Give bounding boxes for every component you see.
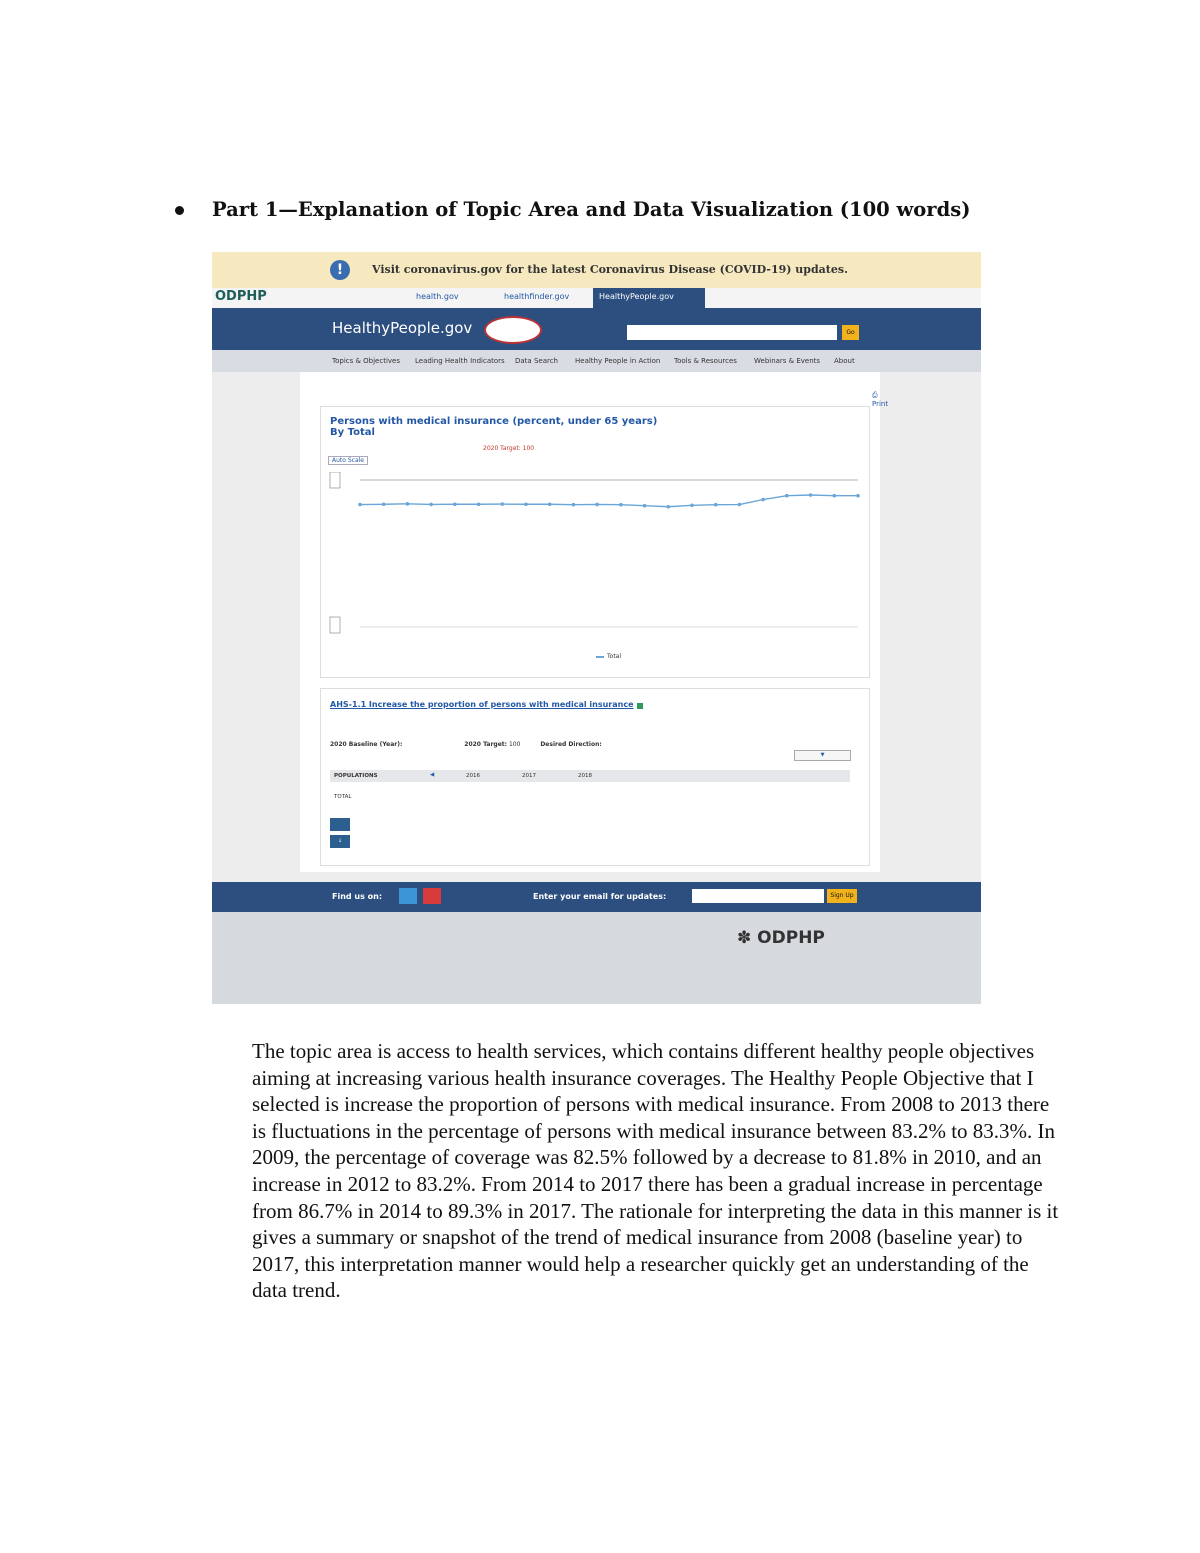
nav-webinars[interactable]: Webinars & Events <box>754 357 821 365</box>
section-heading: Part 1—Explanation of Topic Area and Data Visualization (100 words) <box>212 198 971 221</box>
data-point <box>548 502 552 506</box>
data-point <box>453 502 457 506</box>
data-point <box>738 503 742 507</box>
alert-message[interactable]: Visit coronavirus.gov for the latest Coronavirus Disease (COVID-19) updates. <box>372 263 848 276</box>
data-point <box>785 494 789 498</box>
tab-healthfinder[interactable]: healthfinder.gov <box>504 292 570 301</box>
auto-scale-button[interactable]: Auto Scale <box>328 456 368 465</box>
nav-tools[interactable]: Tools & Resources <box>674 357 737 365</box>
objective-badge <box>637 703 643 709</box>
nav-topics[interactable]: Topics & Objectives <box>332 357 401 365</box>
series-line-0 <box>360 495 858 507</box>
footer-links <box>212 912 981 1004</box>
tab-health-gov[interactable]: health.gov <box>416 292 459 301</box>
email-label: Enter your email for updates: <box>533 892 667 901</box>
email-input[interactable] <box>692 889 824 903</box>
data-point <box>832 494 836 498</box>
healthypeople-screenshot <box>212 252 981 1004</box>
data-point <box>809 493 813 497</box>
data-point <box>500 502 504 506</box>
nav-data-search[interactable]: Data Search <box>515 357 558 365</box>
chart-legend: Total <box>596 653 621 660</box>
table-header-populations: POPULATIONS <box>334 773 378 779</box>
download-icon[interactable]: ↓ <box>330 835 350 848</box>
table-year-1: 2016 <box>466 773 480 779</box>
nav-leading-indicators[interactable]: Leading Health Indicators <box>415 357 505 365</box>
search-input[interactable] <box>627 325 837 340</box>
data-point <box>761 498 765 502</box>
main-nav <box>212 350 981 372</box>
table-prev-icon[interactable]: ◀ <box>430 772 435 778</box>
site-header <box>212 308 981 350</box>
top-bar <box>212 288 981 309</box>
table-year-3: 2018 <box>578 773 592 779</box>
data-point <box>406 502 410 506</box>
table-row-total: TOTAL <box>334 794 352 800</box>
find-us-label: Find us on: <box>332 892 383 901</box>
zoom-control-top[interactable] <box>330 472 340 488</box>
data-point <box>643 504 647 508</box>
data-point <box>572 503 576 507</box>
twitter-icon[interactable] <box>399 888 417 904</box>
nav-about[interactable]: About <box>834 357 855 365</box>
data-point <box>666 505 670 509</box>
covid-alert-banner <box>212 252 981 288</box>
odphp-footer-logo[interactable]: ✽ ODPHP <box>737 928 825 948</box>
data-point <box>524 502 528 506</box>
data-point <box>690 503 694 507</box>
data-point <box>619 503 623 507</box>
alert-icon: ! <box>330 260 350 280</box>
data-point <box>856 494 860 498</box>
tab-healthypeople[interactable]: HealthyPeople.gov <box>593 288 705 308</box>
nav-in-action[interactable]: Healthy People in Action <box>575 357 661 365</box>
learn-more-icon <box>330 818 350 831</box>
search-button[interactable]: Go <box>842 325 859 340</box>
target-label: 2020 Target: 100 <box>483 445 535 452</box>
print-link[interactable]: ⎙ Print <box>872 391 889 408</box>
view-options-button[interactable]: ▼ <box>794 750 851 761</box>
data-point <box>429 503 433 507</box>
chart-title: Persons with medical insurance (percent, under 65 years) By Total <box>330 416 658 438</box>
healthy-people-2020-seal <box>484 316 542 344</box>
bullet-icon <box>175 206 184 215</box>
hhs-eagle-icon: ✽ <box>737 928 752 948</box>
footer-social-bar <box>212 882 981 912</box>
data-point <box>382 502 386 506</box>
zoom-control-bottom[interactable] <box>330 617 340 633</box>
sign-up-button[interactable]: Sign Up <box>827 889 857 903</box>
data-point <box>477 502 481 506</box>
line-chart <box>320 472 868 637</box>
youtube-icon[interactable] <box>423 888 441 904</box>
healthypeople-logo[interactable]: HealthyPeople.gov <box>332 319 473 337</box>
table-year-2: 2017 <box>522 773 536 779</box>
objective-title[interactable]: AHS-1.1 Increase the proportion of persons with medical insurance <box>330 700 643 709</box>
data-point <box>714 503 718 507</box>
body-paragraph: The topic area is access to health services, which contains different healthy people objectives aiming at increasing various health insurance coverages. The Healthy People Objective that I selected is increase the proportion of persons with medical insurance. From 2008 to 2013 there is fluctuations in the percentage of persons with medical insurance between 83.2% to 83.3%. In 2009, the percentage of coverage was 82.5% followed by a decrease to 81.8% in 2010, and an increase in 2012 to 83.2%. From 2014 to 2017 there has been a gradual increase in percentage from 86.7% in 2014 to 89.3% in 2017. The rationale for interpreting the data in this manner is it gives a summary or snapshot of the trend of medical insurance from 2008 (baseline year) to 2017, this interpretation manner would help a researcher quickly get an understanding of the data trend. <box>252 1039 1059 1303</box>
data-point <box>358 503 362 507</box>
content-card <box>300 372 889 872</box>
objective-summary-row: 2020 Baseline (Year): 2020 Target: 100 Desired Direction: <box>330 741 602 748</box>
data-point <box>595 503 599 507</box>
odphp-logo[interactable]: ODPHP <box>215 289 267 304</box>
